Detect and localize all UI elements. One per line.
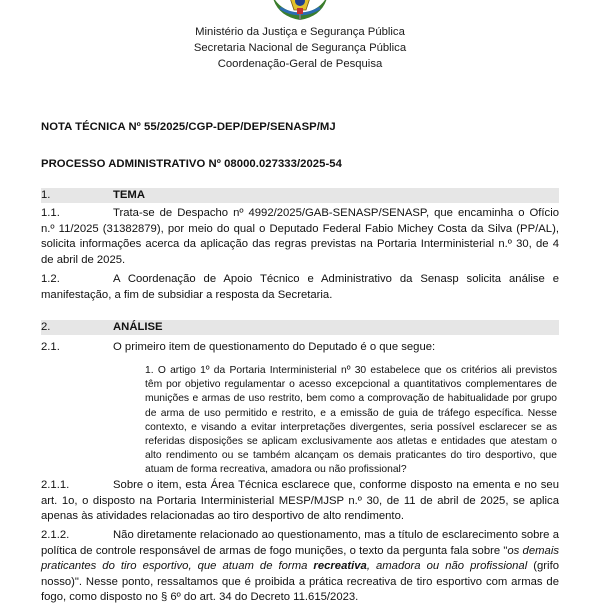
section-header-analise bbox=[41, 320, 559, 335]
ministry-name: Ministério da Justiça e Segurança Pública bbox=[195, 26, 405, 38]
paragraph-number: 2.1. bbox=[41, 341, 60, 353]
paragraph-text: Sobre o item, esta Área Técnica esclarece que, conforme disposto na ementa e no seu art. 1o, o disposto na Portaria Interministerial MESP/MJSP n.º 30, de 11 de abril de 2025, se aplica apenas às atividades relacionadas ao tiro desportivo de alto rendimento. bbox=[41, 479, 559, 522]
italic-quote-continued: , amadora ou não profissional bbox=[366, 560, 528, 572]
section-number: 2. bbox=[41, 321, 51, 333]
quoted-question: 1. O artigo 1º da Portaria Interministerial nº 30 estabelece que os critérios ali previstos têm por objetivo regulamentar o acesso excepcional a quantitativos complementares de munições e armas de uso restrito, bem como a comprovação de habitualidade por grupo de arma de uso permitido e restrito, e a emissão de guia de tráfego específica. Nesse contexto, e visando a evitar interpretações divergentes, seria possível esclarecer se as referidas disposições se aplicam exclusivamente aos atletas e entidades que atestam o alto rendimento ou se também alcançam os demais praticantes do tiro desportivo, que atuam de forma recreativa, amadora ou não profissional? bbox=[145, 365, 557, 476]
paragraph-2-1-2 bbox=[41, 528, 559, 606]
section-title: TEMA bbox=[113, 189, 146, 201]
italic-quote: os demais praticantes do tiro esportivo, que atuam de forma bbox=[41, 544, 559, 572]
nota-tecnica-title: NOTA TÉCNICA Nº 55/2025/CGP-DEP/DEP/SENASP/MJ bbox=[41, 121, 336, 133]
section-title: ANÁLISE bbox=[113, 321, 163, 333]
coat-of-arms-icon bbox=[266, 0, 334, 22]
paragraph-text-after: (grifo nosso)". Nesse ponto, ressaltamos que é proibida a prática recreativa de tiro esportivo com armas de fogo, como disposto no § 6º do art. 34 do Decreto 11.615/2023. bbox=[41, 560, 559, 603]
secretariat-name: Secretaria Nacional de Segurança Pública bbox=[193, 42, 407, 54]
institution-header bbox=[0, 24, 600, 72]
paragraph-text-before: Não diretamente relacionado ao questionamento, mas a título de esclarecimento sobre a política de controle responsável de armas de fogo munições, o texto da pergunta fala sobre " bbox=[41, 529, 559, 557]
coordination-name: Coordenação-Geral de Pesquisa bbox=[217, 58, 383, 70]
paragraph-1-1 bbox=[41, 206, 559, 268]
emphasis-recreativa: recreativa bbox=[313, 560, 367, 572]
paragraph-2-1 bbox=[41, 340, 559, 356]
section-number: 1. bbox=[41, 189, 51, 201]
paragraph-text: Trata-se de Despacho nº 4992/2025/GAB-SENASP/SENASP, que encaminha o Ofício n.º 11/2025 (31382879), por meio do qual o Deputado Federal Fabio Michey Costa da Silva (PP/AL), solicita informações acerca da aplicação das regras previstas na Portaria Interministerial n.º 30, de 4 de abril de 2025. bbox=[41, 207, 559, 266]
paragraph-text: A Coordenação de Apoio Técnico e Administrativo da Senasp solicita análise e manifestação, a fim de subsidiar a resposta da Secretaria. bbox=[41, 273, 559, 301]
paragraph-number: 2.1.2. bbox=[41, 529, 70, 541]
paragraph-number: 1.2. bbox=[41, 273, 60, 285]
section-header-tema bbox=[41, 188, 559, 203]
paragraph-2-1-1 bbox=[41, 478, 559, 525]
paragraph-number: 2.1.1. bbox=[41, 479, 70, 491]
paragraph-text: O primeiro item de questionamento do Deputado é o que segue: bbox=[113, 341, 436, 353]
processo-number: PROCESSO ADMINISTRATIVO Nº 08000.027333/2025-54 bbox=[41, 158, 342, 170]
paragraph-1-2 bbox=[41, 272, 559, 303]
paragraph-number: 1.1. bbox=[41, 207, 60, 219]
